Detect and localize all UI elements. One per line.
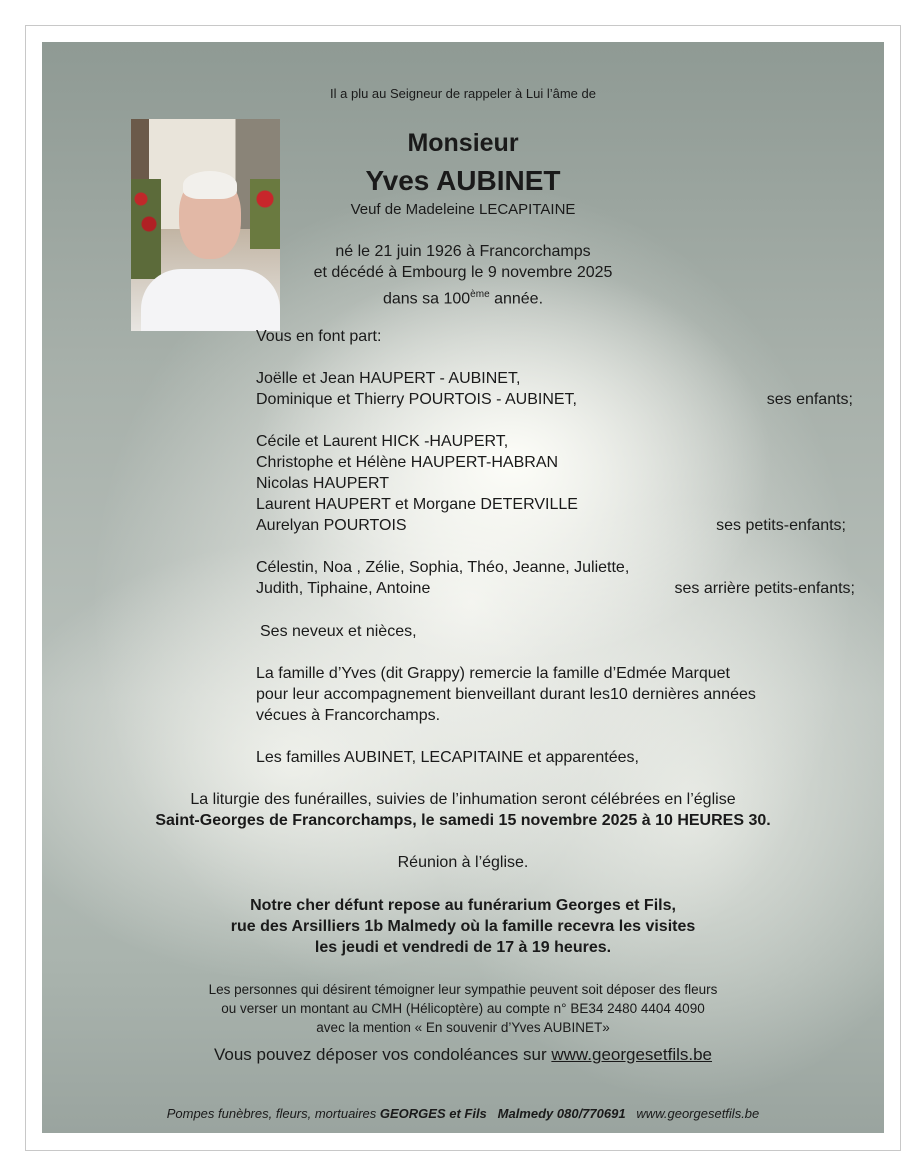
condolences-text bbox=[42, 1044, 884, 1066]
child-line: Dominique et Thierry POURTOIS - AUBINET, bbox=[256, 391, 577, 408]
thanks-line: pour leur accompagnement bienveillant durant les10 dernières années bbox=[256, 686, 756, 703]
funerarium-line: rue des Arsilliers 1b Malmedy où la famille recevra les visites bbox=[230, 918, 696, 935]
grandchild-line: Cécile et Laurent HICK -HAUPERT, bbox=[256, 433, 509, 450]
great-grandchild-line: Judith, Tiphaine, Antoine bbox=[256, 580, 431, 597]
condolences-label: Vous pouvez déposer vos condoléances sur bbox=[213, 1045, 552, 1064]
great-grandchild-line: Célestin, Noa , Zélie, Sophia, Théo, Jeanne, Juliette, bbox=[256, 559, 630, 576]
grandchild-line: Laurent HAUPERT et Morgane DETERVILLE bbox=[256, 496, 578, 513]
age-superscript: ème bbox=[470, 289, 490, 300]
footer-website: www.georgesetfils.be bbox=[636, 1106, 760, 1121]
donation-line: Les personnes qui désirent témoigner leur sympathie peuvent soit déposer des fleurs bbox=[208, 982, 718, 997]
families-text: Les familles AUBINET, LECAPITAINE et apparentées, bbox=[256, 749, 639, 766]
liturgy-text: La liturgie des funérailles, suivies de l’inhumation seront célébrées en l’église bbox=[190, 791, 736, 808]
thanks-line: La famille d’Yves (dit Grappy) remercie la famille d’Edmée Marquet bbox=[256, 665, 730, 682]
condolences-link[interactable]: www.georgesetfils.be bbox=[551, 1045, 713, 1064]
announce-text: Vous en font part: bbox=[256, 328, 382, 345]
grandchild-line: Aurelyan POURTOIS bbox=[256, 517, 407, 534]
funerarium-line: Notre cher défunt repose au funérarium Georges et Fils, bbox=[250, 897, 676, 914]
grandchild-line: Christophe et Hélène HAUPERT-HABRAN bbox=[256, 454, 559, 471]
footer-prefix: Pompes funèbres, fleurs, mortuaires bbox=[166, 1106, 380, 1121]
great-grandchildren-role: ses arrière petits-enfants; bbox=[674, 580, 855, 597]
age-text bbox=[42, 285, 884, 309]
footer bbox=[42, 1104, 884, 1124]
deceased-name: Yves AUBINET bbox=[365, 165, 561, 196]
death-notice bbox=[42, 42, 884, 1133]
funerarium-line: les jeudi et vendredi de 17 à 19 heures. bbox=[314, 939, 612, 956]
widower-text: Veuf de Madeleine LECAPITAINE bbox=[350, 201, 576, 218]
donation-line: ou verser un montant au CMH (Hélicoptère) au compte n° BE34 2480 4404 4090 bbox=[221, 1001, 705, 1016]
thanks-line: vécues à Francorchamps. bbox=[256, 707, 441, 724]
nephews-text: Ses neveux et nièces, bbox=[260, 623, 417, 640]
child-line: Joëlle et Jean HAUPERT - AUBINET, bbox=[256, 370, 521, 387]
donation-line: avec la mention « En souvenir d’Yves AUBINET» bbox=[316, 1020, 610, 1035]
birth-text: né le 21 juin 1926 à Francorchamps bbox=[335, 243, 591, 260]
children-role: ses enfants; bbox=[766, 391, 853, 408]
age-suffix: année. bbox=[489, 290, 544, 308]
meeting-text: Réunion à l’église. bbox=[397, 854, 529, 871]
title: Monsieur bbox=[407, 129, 519, 157]
grandchildren-role: ses petits-enfants; bbox=[716, 517, 846, 534]
intro-text: Il a plu au Seigneur de rappeler à Lui l’âme de bbox=[330, 86, 596, 101]
death-text: et décédé à Embourg le 9 novembre 2025 bbox=[313, 264, 613, 281]
liturgy-details: Saint-Georges de Francorchamps, le samedi 15 novembre 2025 à 10 HEURES 30. bbox=[155, 812, 771, 829]
footer-phone: Malmedy 080/770691 bbox=[497, 1106, 626, 1121]
age-prefix: dans sa 100 bbox=[382, 290, 471, 308]
grandchild-line: Nicolas HAUPERT bbox=[256, 475, 390, 492]
footer-company: GEORGES et Fils bbox=[379, 1106, 487, 1121]
